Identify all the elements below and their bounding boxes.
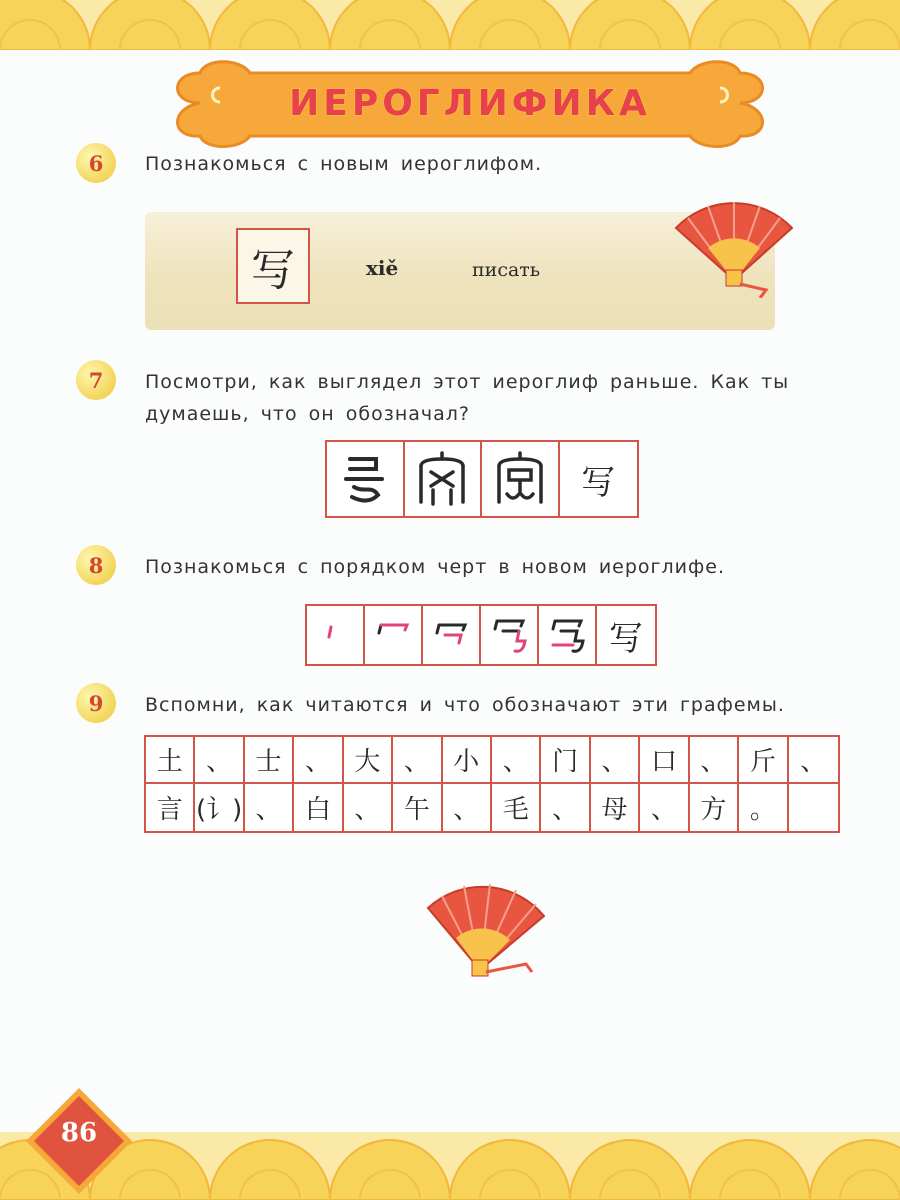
- section-header: [160, 58, 780, 148]
- grapheme-cell: 、: [443, 784, 492, 831]
- new-character-box: 写: [236, 228, 310, 304]
- evolution-cell: [327, 442, 405, 516]
- stroke-4-icon: [489, 613, 529, 657]
- paper-fan-icon: [668, 198, 800, 298]
- grapheme-cell: 、: [789, 737, 838, 784]
- grapheme-cell: 大: [344, 737, 393, 784]
- ancient-glyph-1-icon: [340, 451, 390, 507]
- task-number-badge: 9: [76, 683, 116, 723]
- grapheme-cell: 小: [443, 737, 492, 784]
- task-number-badge: 8: [76, 545, 116, 585]
- page-number: 86: [60, 1118, 98, 1148]
- evolution-cell: 写: [581, 462, 616, 503]
- evolution-cell: [482, 442, 560, 516]
- grapheme-cell: 白: [294, 784, 343, 831]
- task-9-text: Вспомни, как читаются и что обозначают эти графемы.: [145, 694, 785, 716]
- grapheme-cell: 、: [245, 784, 294, 831]
- grapheme-cell: 斤: [739, 737, 788, 784]
- grapheme-cell: 言: [146, 784, 195, 831]
- stroke-step-5: [539, 606, 597, 664]
- paper-fan-icon: [420, 880, 552, 990]
- grapheme-cell: 、: [591, 737, 640, 784]
- grapheme-cell: (讠): [195, 784, 244, 831]
- grapheme-cell: 、: [492, 737, 541, 784]
- stroke-order-grid: [305, 604, 657, 666]
- stroke-3-icon: [431, 615, 471, 655]
- task-6-text: Познакомься с новым иероглифом.: [145, 153, 543, 175]
- stroke-step-4: [481, 606, 539, 664]
- task-number-badge: 6: [76, 143, 116, 183]
- grapheme-cell: 午: [393, 784, 442, 831]
- header-title: ИЕРОГЛИФИКА: [289, 82, 651, 124]
- top-decorative-border: [0, 0, 900, 50]
- grapheme-cell: 。: [739, 784, 788, 831]
- stroke-step-6: 写: [609, 618, 643, 659]
- grapheme-cell: 士: [245, 737, 294, 784]
- task-7-text: Посмотри, как выглядел этот иероглиф раньше. Как ты думаешь, что он обозначал?: [145, 371, 790, 425]
- grapheme-cell: 土: [146, 737, 195, 784]
- stroke-5-icon: [547, 613, 587, 657]
- new-character-pinyin: xiě: [366, 256, 399, 280]
- character-evolution-grid: [325, 440, 639, 518]
- grapheme-cell: [789, 784, 838, 831]
- bottom-decorative-border: [0, 1132, 900, 1200]
- grapheme-cell: 方: [690, 784, 739, 831]
- grapheme-cell: 、: [195, 737, 244, 784]
- new-character-meaning: писать: [472, 259, 541, 281]
- grapheme-cell: 母: [591, 784, 640, 831]
- ancient-glyph-2-icon: [415, 450, 469, 508]
- grapheme-cell: 、: [640, 784, 689, 831]
- grapheme-cell: 、: [294, 737, 343, 784]
- grapheme-cell: 、: [393, 737, 442, 784]
- grapheme-cell: 、: [690, 737, 739, 784]
- grapheme-cell: 、: [344, 784, 393, 831]
- grapheme-cell: 门: [541, 737, 590, 784]
- stroke-2-icon: [373, 615, 413, 655]
- stroke-step-3: [423, 606, 481, 664]
- stroke-step-2: [365, 606, 423, 664]
- grapheme-cell: 口: [640, 737, 689, 784]
- task-number-badge: 7: [76, 360, 116, 400]
- task-8-text: Познакомься с порядком черт в новом иероглифе.: [145, 556, 725, 578]
- grapheme-cell: 毛: [492, 784, 541, 831]
- evolution-cell: [405, 442, 483, 516]
- graphemes-grid: [144, 735, 840, 833]
- stroke-1-icon: [315, 615, 355, 655]
- grapheme-cell: 、: [541, 784, 590, 831]
- stroke-step-1: [307, 606, 365, 664]
- ancient-glyph-3-icon: [493, 450, 547, 508]
